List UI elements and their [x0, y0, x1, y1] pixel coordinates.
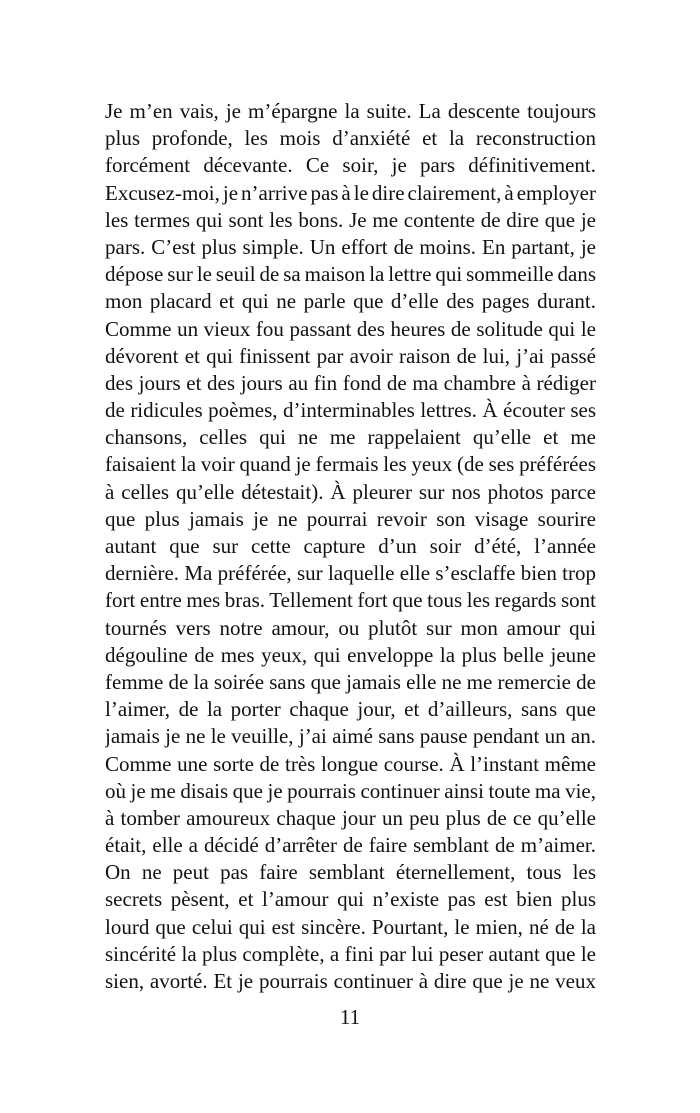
- text-line: Comme une sorte de très longue course. À l’instant même: [105, 751, 596, 776]
- text-line: dévorent et qui finissent par avoir raison de lui, j’ai passé: [105, 343, 596, 368]
- text-line: On ne peut pas faire semblant éternellement, tous les: [105, 860, 596, 885]
- text-line: dégouline de mes yeux, qui enveloppe la plus belle jeune: [105, 642, 596, 667]
- text-line: dernière. Ma préférée, sur laquelle elle s’esclaffe bien trop: [105, 561, 596, 586]
- text-line: forcément décevante. Ce soir, je pars définitivement.: [105, 153, 596, 178]
- text-line: lourd que celui qui est sincère. Pourtant, le mien, né de la: [105, 914, 596, 939]
- text-line: l’aimer, de la porter chaque jour, et d’ailleurs, sans que: [105, 697, 596, 722]
- text-line: faisaient la voir quand je fermais les yeux (de ses préférées: [105, 452, 596, 477]
- text-line: de ridicules poèmes, d’interminables lettres. À écouter ses: [105, 398, 596, 423]
- text-line: à tomber amoureux chaque jour un peu plus de ce qu’elle: [105, 805, 596, 830]
- text-line: à celles qu’elle détestait). À pleurer sur nos photos parce: [105, 479, 596, 504]
- text-line: sien, avorté. Et je pourrais continuer à dire que je ne veux: [105, 969, 596, 993]
- text-line: les termes qui sont les bons. Je me contente de dire que je: [105, 207, 596, 232]
- body-text: [105, 98, 596, 995]
- text-line: tournés vers notre amour, ou plutôt sur mon amour qui: [105, 615, 596, 640]
- text-line: sincérité la plus complète, a fini par lui peser autant que le: [105, 941, 596, 966]
- text-line: Excusez-moi, je n’arrive pas à le dire clairement, à employer: [105, 180, 596, 205]
- text-line: dépose sur le seuil de sa maison la lettre qui sommeille dans: [105, 262, 596, 287]
- text-line: plus profonde, les mois d’anxiété et la reconstruction: [105, 126, 596, 151]
- text-line: Comme un vieux fou passant des heures de solitude qui le: [105, 316, 596, 341]
- text-line: femme de la soirée sans que jamais elle ne me remercie de: [105, 669, 596, 694]
- text-line: où je me disais que je pourrais continuer ainsi toute ma vie,: [105, 778, 596, 803]
- text-line: que plus jamais je ne pourrai revoir son visage sourire: [105, 506, 596, 531]
- text-line: des jours et des jours au fin fond de ma chambre à rédiger: [105, 370, 596, 395]
- text-line: autant que sur cette capture d’un soir d’été, l’année: [105, 534, 596, 558]
- text-line: était, elle a décidé d’arrêter de faire semblant de m’aimer.: [105, 833, 596, 858]
- text-line: fort entre mes bras. Tellement fort que tous les regards sont: [105, 588, 596, 613]
- page-number: 11: [339, 1005, 361, 1029]
- text-line: mon placard et qui ne parle que d’elle des pages durant.: [105, 289, 596, 314]
- text-line: jamais je ne le veuille, j’ai aimé sans pause pendant un an.: [105, 724, 596, 749]
- text-line: secrets pèsent, et l’amour qui n’existe pas est bien plus: [105, 887, 596, 912]
- text-line: Je m’en vais, je m’épargne la suite. La descente toujours: [105, 99, 596, 123]
- text-line: chansons, celles qui ne me rappelaient qu’elle et me: [105, 425, 596, 450]
- text-line: pars. C’est plus simple. Un effort de moins. En partant, je: [105, 234, 596, 259]
